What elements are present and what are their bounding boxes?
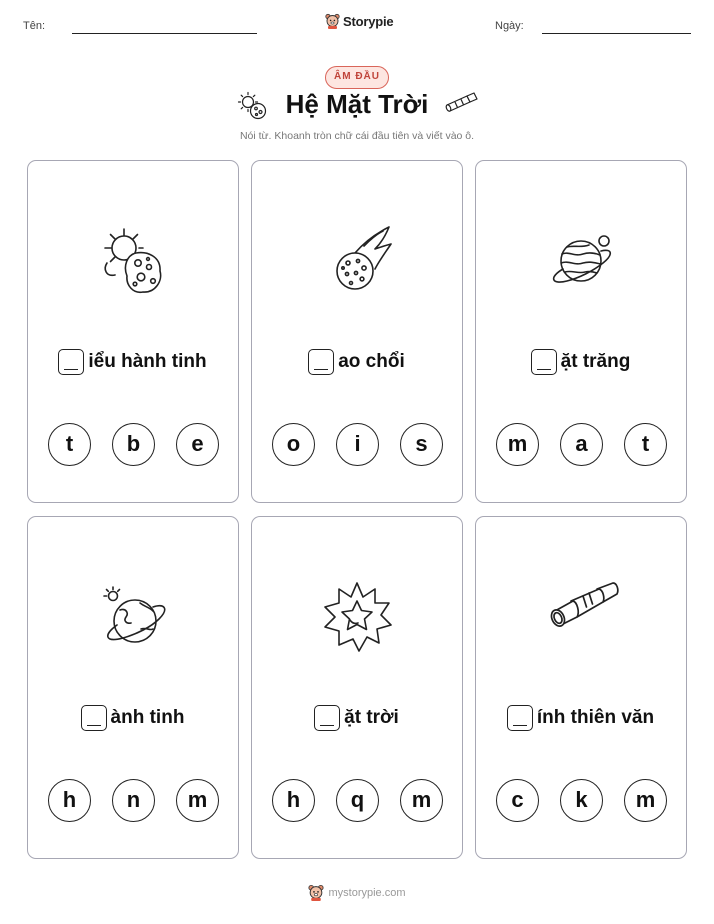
word-card — [251, 516, 463, 859]
letter-choices — [252, 423, 461, 467]
letter-choice[interactable]: k — [560, 779, 603, 822]
telescope-icon — [541, 577, 621, 657]
letter-choice[interactable]: h — [48, 779, 91, 822]
first-letter-box[interactable] — [81, 705, 107, 731]
word-card — [475, 160, 687, 503]
star-sun-icon — [317, 577, 397, 657]
word-prompt — [28, 703, 237, 733]
letter-choices — [28, 423, 237, 467]
word-card — [251, 160, 463, 503]
word-remainder: ao chổi — [338, 351, 405, 372]
name-label: Tên: — [23, 20, 46, 32]
letter-choice[interactable]: m — [400, 779, 443, 822]
worksheet-header — [0, 0, 714, 50]
letter-choice[interactable]: c — [496, 779, 539, 822]
letter-choice[interactable]: e — [176, 423, 219, 466]
word-remainder: iểu hành tinh — [88, 351, 207, 372]
letter-choice[interactable]: b — [112, 423, 155, 466]
name-line[interactable] — [72, 33, 257, 34]
letter-choices — [28, 779, 237, 823]
word-prompt — [476, 347, 685, 377]
ringed-planet-icon — [93, 577, 173, 657]
word-prompt — [252, 347, 461, 377]
letter-choice[interactable]: m — [496, 423, 539, 466]
word-card — [27, 160, 239, 503]
word-prompt — [252, 703, 461, 733]
letter-choice[interactable]: t — [624, 423, 667, 466]
letter-choice[interactable]: s — [400, 423, 443, 466]
storypie-bear-logo-icon — [325, 13, 340, 29]
word-prompt — [28, 347, 237, 377]
letter-choice[interactable]: a — [560, 423, 603, 466]
word-prompt — [476, 703, 685, 733]
letter-choice[interactable]: i — [336, 423, 379, 466]
letter-choice[interactable]: q — [336, 779, 379, 822]
date-label: Ngày: — [495, 20, 524, 32]
word-card — [27, 516, 239, 859]
first-letter-box[interactable] — [507, 705, 533, 731]
footer-url[interactable]: mystorypie.com — [328, 886, 406, 899]
letter-choices — [476, 423, 685, 467]
planet-with-moon-icon — [541, 221, 621, 301]
letter-choice[interactable]: h — [272, 779, 315, 822]
date-line[interactable] — [542, 33, 691, 34]
word-remainder: ặt trời — [344, 707, 399, 728]
instructions: Nói từ. Khoanh tròn chữ cái đầu tiên và viết vào ô. — [239, 130, 475, 142]
first-letter-box[interactable] — [314, 705, 340, 731]
letter-choice[interactable]: n — [112, 779, 155, 822]
word-remainder: ính thiên văn — [536, 707, 655, 728]
letter-choice[interactable]: t — [48, 423, 91, 466]
word-card — [475, 516, 687, 859]
brand-name: Storypie — [343, 13, 394, 29]
first-letter-box[interactable] — [531, 349, 557, 375]
brand — [325, 13, 393, 29]
topic-badge: ÂM ĐẦU — [325, 66, 389, 89]
letter-choice[interactable]: m — [176, 779, 219, 822]
page-title: Hệ Mặt Trời — [285, 89, 429, 119]
title-block — [0, 88, 714, 124]
letter-choices — [252, 779, 461, 823]
sun-asteroid-icon — [93, 221, 173, 301]
word-remainder: ặt trăng — [560, 351, 631, 372]
letter-choice[interactable]: m — [624, 779, 667, 822]
first-letter-box[interactable] — [308, 349, 334, 375]
comet-icon — [317, 221, 397, 301]
first-letter-box[interactable] — [58, 349, 84, 375]
letter-choice[interactable]: o — [272, 423, 315, 466]
telescope-icon — [444, 92, 478, 112]
letter-choices — [476, 779, 685, 823]
footer — [0, 884, 714, 901]
word-remainder: ành tinh — [110, 707, 185, 728]
storypie-bear-logo-icon — [308, 884, 324, 901]
